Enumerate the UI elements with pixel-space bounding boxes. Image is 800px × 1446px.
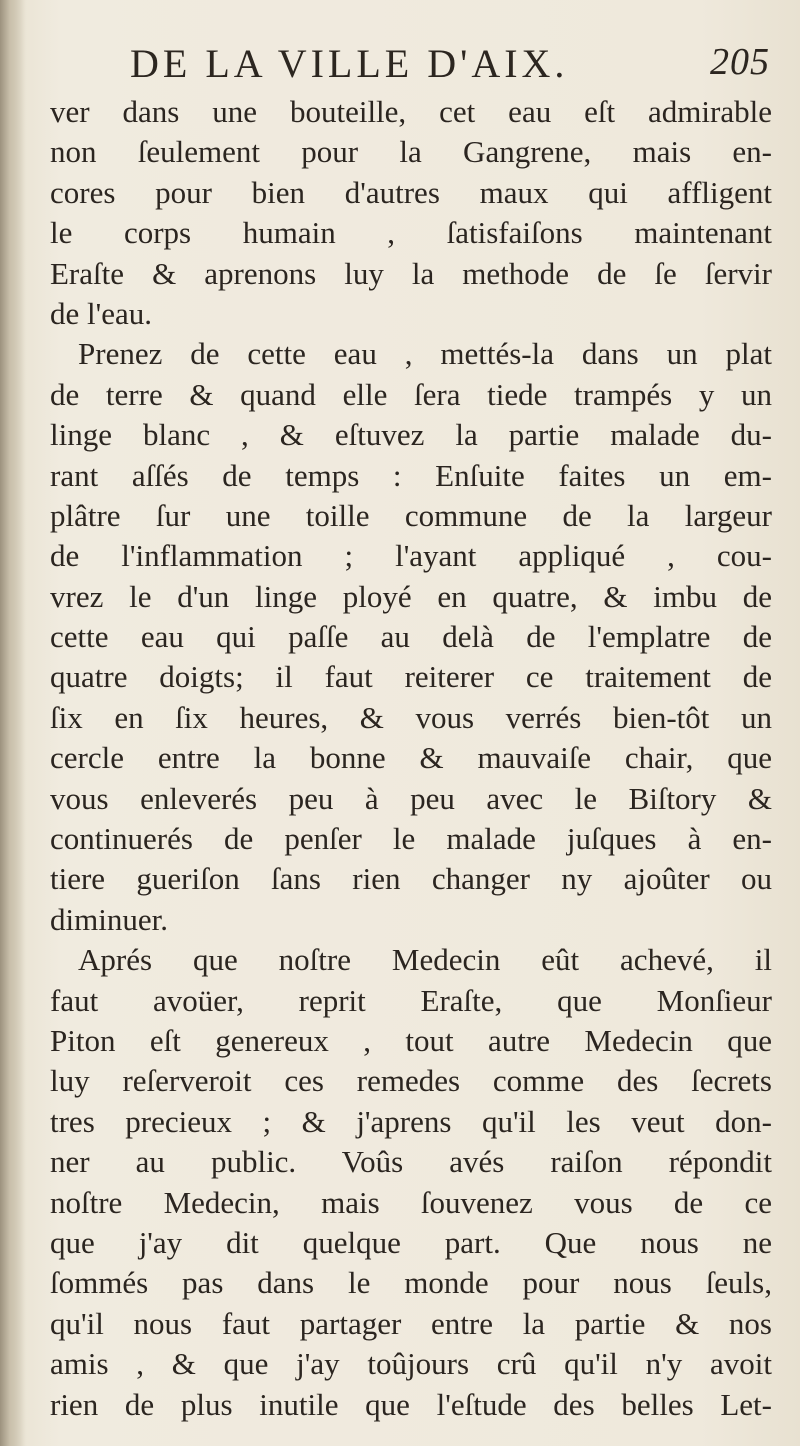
text-line: rien de plus inutile que l'eſtude des belles Let- [50, 1386, 772, 1422]
text-line: plâtre ſur une toille commune de la largeur [50, 497, 772, 533]
text-line: cercle entre la bonne & mauvaiſe chair, que [50, 740, 772, 776]
text-line: vous enleverés peu à peu avec le Biſtory & [50, 780, 772, 816]
body-text [50, 92, 772, 1425]
page-number: 205 [710, 41, 770, 83]
text-line: luy reſerveroit ces remedes comme des ſecrets [50, 1063, 772, 1099]
text-line: noſtre Medecin, mais ſouvenez vous de ce [50, 1184, 772, 1220]
text-line: linge blanc , & eſtuvez la partie malade du- [50, 417, 772, 453]
text-line: cores pour bien d'autres maux qui affligent [50, 174, 772, 210]
text-line: de l'inflammation ; l'ayant appliqué , cou- [50, 538, 772, 574]
text-line: faut avoüer, reprit Eraſte, que Monſieur [50, 982, 772, 1018]
paragraph-1 [50, 92, 772, 334]
text-line: rant aſſés de temps : Enſuite faites un em- [50, 457, 772, 493]
page-header [130, 40, 770, 100]
text-line: ſix en ſix heures, & vous verrés bien-tôt un [50, 699, 772, 735]
text-line: qu'il nous faut partager entre la partie & nos [50, 1305, 772, 1341]
text-line: que j'ay dit quelque part. Que nous ne [50, 1224, 772, 1260]
text-line: ſommés pas dans le monde pour nous ſeuls, [50, 1265, 772, 1301]
text-line: de l'eau. [50, 295, 152, 331]
text-line: cette eau qui paſſe au delà de l'emplatre de [50, 619, 772, 655]
text-line: tres precieux ; & j'aprens qu'il les veut don- [50, 1103, 772, 1139]
text-line: continuerés de penſer le malade juſques à en- [50, 821, 772, 857]
text-line: le corps humain , ſatisfaiſons maintenant [50, 215, 772, 251]
running-head: DE LA VILLE D'AIX. [130, 41, 569, 86]
text-line: tiere gueriſon ſans rien changer ny ajoûter ou [50, 861, 772, 897]
text-line: vrez le d'un linge ployé en quatre, & imbu de [50, 578, 772, 614]
text-line: Aprés que noſtre Medecin eût achevé, il [78, 942, 772, 978]
gutter-shadow [0, 0, 26, 1446]
text-line: ner au public. Voûs avés raiſon répondit [50, 1144, 772, 1180]
text-line: amis , & que j'ay toûjours crû qu'il n'y avoit [50, 1346, 772, 1382]
paragraph-2 [50, 334, 772, 940]
paragraph-3 [50, 940, 772, 1425]
text-line: ver dans une bouteille, cet eau eſt admirable [50, 94, 772, 129]
text-line: Piton eſt genereux , tout autre Medecin que [50, 1022, 772, 1058]
text-line: de terre & quand elle ſera tiede trampés y un [50, 376, 772, 412]
text-line: Prenez de cette eau , mettés-la dans un plat [78, 336, 772, 372]
text-line: Eraſte & aprenons luy la methode de ſe ſervir [50, 255, 772, 291]
text-line: diminuer. [50, 901, 168, 937]
text-line: non ſeulement pour la Gangrene, mais en- [50, 134, 772, 170]
text-line: quatre doigts; il faut reiterer ce traitement de [50, 659, 772, 695]
